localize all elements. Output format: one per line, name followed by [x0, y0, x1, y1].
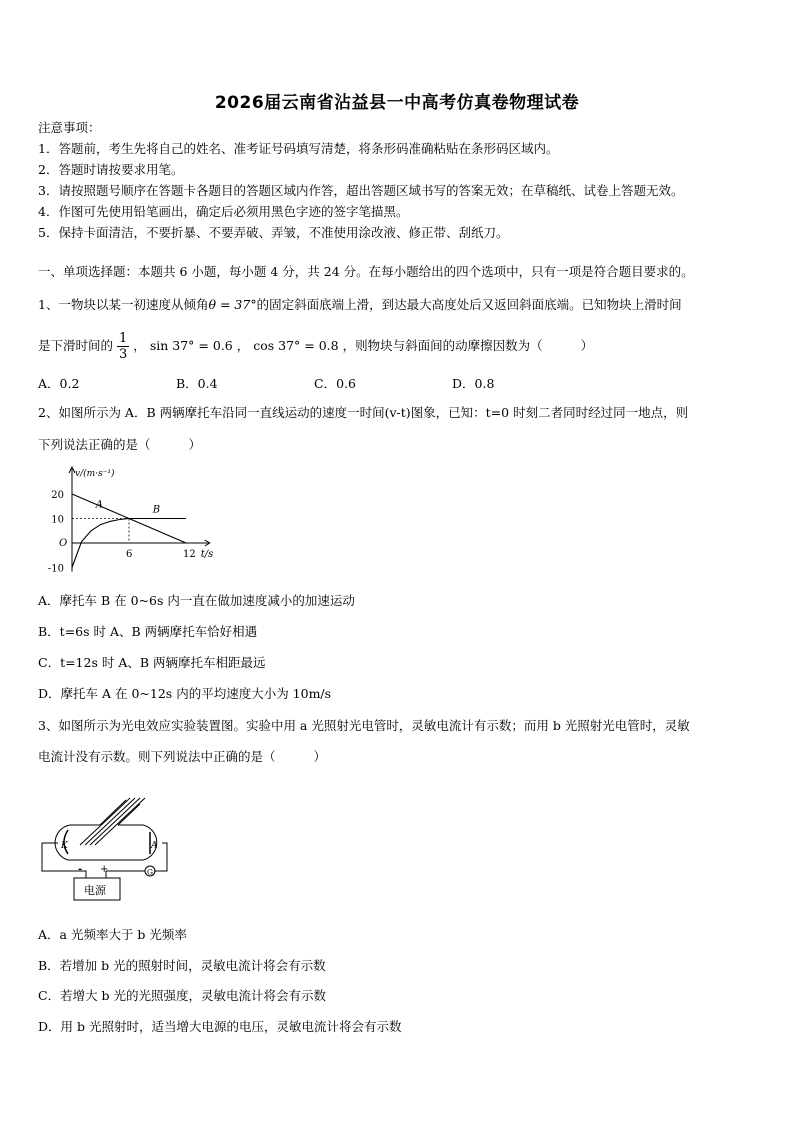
q1-sin: sin 37° = 0.6 [149, 338, 233, 353]
plus-sign: + [100, 864, 109, 875]
q3-option-d[interactable]: D．用 b 光照射时，适当增大电源的电压，灵敏电流计将会有示数 [38, 1019, 402, 1034]
notice-item: 1．答题前，考生先将自己的姓名、准考证号码填写清楚，将条形码准确粘贴在条形码区域内。 [38, 141, 559, 156]
q3-line1: 3、如图所示为光电效应实验装置图。实验中用 a 光照射光电管时，灵敏电流计有示数；而用 b 光照射光电管时，灵敏 [38, 718, 690, 733]
notice-item: 2．答题时请按要求用笔。 [38, 162, 184, 177]
q2-option-d[interactable]: D．摩托车 A 在 0~12s 内的平均速度大小为 10m/s [38, 686, 332, 701]
q2-option-a[interactable]: A．摩托车 B 在 0~6s 内一直在做加速度减小的加速运动 [38, 593, 355, 608]
photoelectric-diagram [38, 790, 173, 910]
q1-text-a: 1、一物块以某一初速度从倾角 [38, 297, 209, 312]
power-source-label: 电源 [84, 884, 106, 897]
q1-option-b[interactable]: B．0.4 [176, 376, 218, 391]
q3-text-a: 电流计没有示数。则下列说法中正确的是（ [38, 749, 276, 764]
q3-text-b: ） [313, 749, 327, 764]
q1-options [38, 374, 590, 392]
q1-text-e: ） [580, 338, 594, 353]
q3-option-c[interactable]: C．若增大 b 光的光照强度，灵敏电流计将会有示数 [38, 988, 327, 1003]
x-tick-label: 6 [126, 549, 133, 560]
q1-option-c[interactable]: C．0.6 [314, 376, 356, 391]
page-title: 2026届云南省沾益县一中高考仿真卷物理试卷 [214, 93, 580, 113]
q1-text-d: ，则物块与斜面间的动摩擦因数为（ [342, 338, 543, 353]
x-axis-label: t/s [200, 549, 214, 560]
y-tick-label: 20 [51, 490, 64, 501]
series-label-B: B [152, 504, 161, 516]
notice-item: 3．请按照题号顺序在答题卡各题目的答题区域内作答，超出答题区域书写的答案无效；在草稿纸、试卷上答题无效。 [38, 183, 684, 198]
q3-option-b[interactable]: B．若增加 b 光的照射时间，灵敏电流计将会有示数 [38, 958, 326, 973]
anode-label: A [151, 841, 158, 851]
q1-fraction [117, 331, 129, 362]
notice-item: 4．作图可先使用铅笔画出，确定后必须用黑色字迹的签字笔描黑。 [38, 204, 409, 219]
photoelectric-svg [38, 790, 173, 910]
series-label-A: A [95, 499, 103, 511]
vt-chart-svg [40, 463, 240, 578]
q2-option-b[interactable]: B．t=6s 时 A、B 两辆摩托车恰好相遇 [38, 624, 258, 639]
galvanometer-label: G [147, 867, 153, 877]
section-heading: 一、单项选择题：本题共 6 小题，每小题 4 分，共 24 分。在每小题给出的四个选项中，只有一项是符合题目要求的。 [38, 264, 694, 279]
q2-text-a: 下列说法正确的是（ [38, 437, 151, 452]
cathode-label: K [61, 841, 68, 851]
fraction-denominator: 3 [119, 347, 128, 362]
q1-option-d[interactable]: D．0.8 [452, 376, 495, 391]
notice-item: 5．保持卡面清洁，不要折暴、不要弄破、弄皱，不准使用涂改液、修正带、刮纸刀。 [38, 225, 509, 240]
minus-sign: - [78, 864, 83, 875]
q1-text-c: 是下滑时间的 [38, 338, 114, 353]
q2-text-b: ） [188, 437, 202, 452]
origin-label: O [59, 538, 68, 549]
q1-option-a[interactable]: A．0.2 [38, 376, 80, 391]
y-tick-label: 10 [51, 514, 64, 526]
q1-angle: θ = 37° [208, 297, 257, 312]
q2-line2 [38, 437, 201, 453]
q1-text-b: 的固定斜面底端上滑，到达最大高度处后又返回斜面底端。已知物块上滑时间 [256, 297, 682, 312]
q3-line2 [38, 749, 326, 765]
q3-option-a[interactable]: A．a 光频率大于 b 光频率 [38, 927, 187, 942]
notice-heading: 注意事项： [38, 120, 101, 135]
q2-option-c[interactable]: C．t=12s 时 A、B 两辆摩托车相距最远 [38, 655, 266, 670]
q2-line1: 2、如图所示为 A．B 两辆摩托车沿同一直线运动的速度一时间(v-t)图象，已知：t=0 时刻二者同时经过同一地点，则 [38, 405, 689, 420]
fraction-numerator: 1 [119, 331, 128, 346]
q1-line1 [38, 297, 682, 313]
y-tick-label: -10 [47, 563, 64, 575]
y-axis-label: v/(m·s⁻¹) [75, 469, 115, 479]
q1-line2: 是下滑时间的 $\frac{1}{3}$ ， sin 37° = 0.6 ， cos 37° = 0.8 ，则物块与斜面间的动摩擦因数为（ ） [38, 331, 594, 362]
q1-cos: cos 37° = 0.8 [253, 338, 339, 353]
vt-chart [40, 463, 240, 578]
x-tick-label: 12 [183, 549, 196, 560]
